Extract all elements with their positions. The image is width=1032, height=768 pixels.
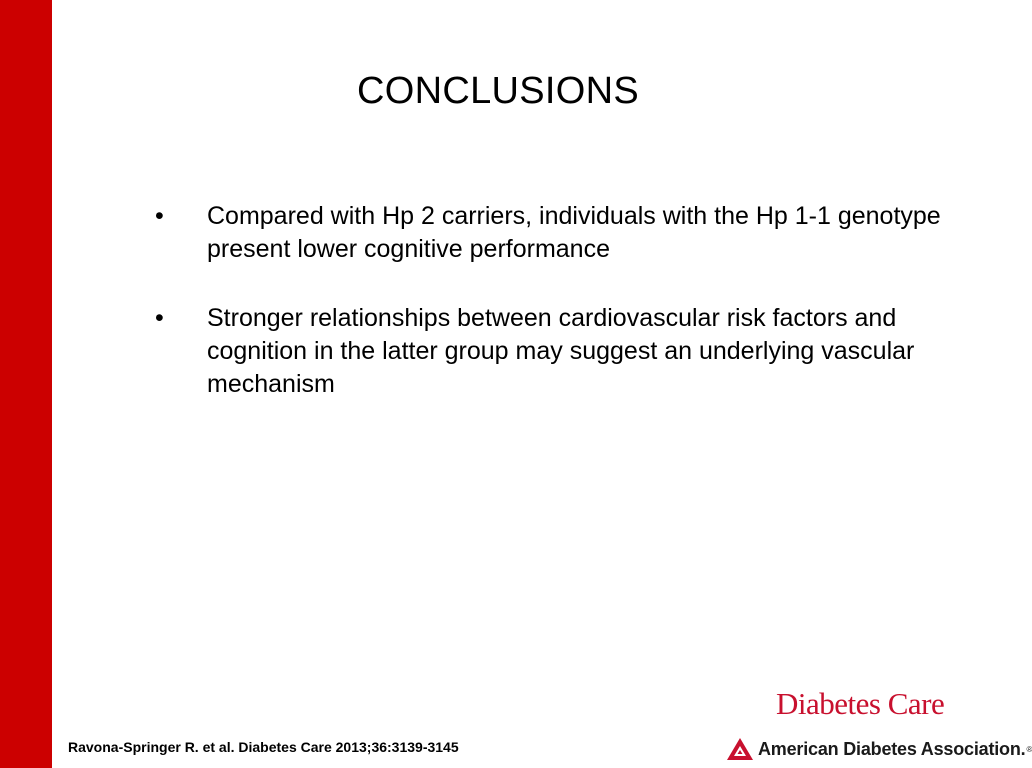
registered-mark: ® <box>1026 744 1032 754</box>
bullet-list <box>152 200 972 437</box>
bullet-item <box>152 302 972 401</box>
red-side-bar <box>0 0 52 768</box>
ada-text: American Diabetes Association. <box>758 738 1026 759</box>
citation: Ravona-Springer R. et al. Diabetes Care 2013;36:3139-3145 <box>68 739 459 755</box>
bullet-marker: • <box>155 304 164 332</box>
ada-logo <box>726 734 1032 764</box>
bullet-text: Stronger relationships between cardiovascular risk factors and cognition in the latter group may suggest an underlying vascular mechanism <box>207 304 915 398</box>
ada-triangle-logo-icon <box>726 737 754 761</box>
bullet-text: Compared with Hp 2 carriers, individuals with the Hp 1-1 genotype present lower cognitive performance <box>207 202 941 263</box>
diabetes-care-logo: Diabetes Care <box>776 686 945 721</box>
bullet-item <box>152 200 972 266</box>
bullet-marker: • <box>155 202 164 230</box>
slide-title: CONCLUSIONS <box>356 70 639 112</box>
